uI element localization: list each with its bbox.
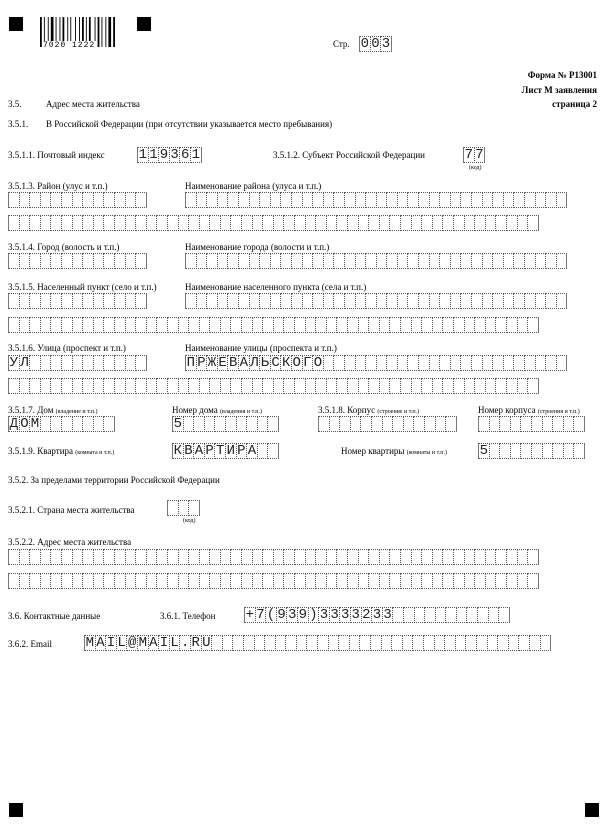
char-cell: + (245, 607, 254, 623)
char-cell: А (239, 355, 248, 371)
building-label: 3.5.1.8. Корпус (строение и т.п.) (318, 405, 420, 415)
street-type-field[interactable] (8, 355, 146, 371)
district-name-label: Наименование района (улуса и т.п.) (185, 181, 322, 191)
locality-name-label: Наименование населенного пункта (села и т.п.) (185, 282, 367, 292)
contacts-label: 3.6. Контактные данные (8, 611, 101, 621)
barcode-bar (98, 17, 100, 47)
address-abroad-label: 3.5.2.2. Адрес места жительства (8, 537, 132, 547)
char-cell: . (180, 635, 190, 651)
apartment-label: 3.5.1.9. Квартира (комната и т.п.) (8, 446, 115, 456)
district-name-field-line2[interactable] (8, 215, 538, 231)
corner-marker-top-right (137, 17, 151, 31)
char-cell: 6 (180, 147, 190, 163)
building-number-field[interactable] (478, 416, 584, 432)
barcode-bar (102, 17, 103, 47)
char-cell: L (117, 635, 126, 651)
char-cell: Г (303, 355, 312, 371)
char-cell: Е (218, 355, 227, 371)
char-cell: 3 (383, 607, 392, 623)
char-cell: 9 (298, 607, 307, 623)
phone-label: 3.6.1. Телефон (160, 611, 216, 621)
country-code-note: (код) (183, 518, 196, 524)
char-cell: Л (250, 355, 259, 371)
subject-code-note: (код) (469, 165, 482, 171)
address-abroad-field-line1[interactable] (8, 549, 538, 565)
char-cell: 3 (351, 607, 360, 623)
char-cell (556, 293, 568, 309)
char-cell: A (149, 635, 158, 651)
char-cell (573, 443, 585, 459)
city-label: 3.5.1.4. Город (волость и т.п.) (8, 242, 120, 252)
building-type-field[interactable] (318, 416, 456, 432)
barcode-number: 7020 1222 (43, 41, 96, 50)
corner-marker-top-left (9, 17, 23, 31)
char-cell: Д (9, 416, 18, 432)
street-label: 3.5.1.6. Улица (проспект и т.п.) (8, 343, 126, 353)
char-cell (540, 635, 552, 651)
char-cell: У (9, 355, 18, 371)
country-code-field[interactable] (167, 500, 199, 516)
char-cell: К (281, 355, 291, 371)
char-cell: M (138, 635, 147, 651)
locality-name-field[interactable] (185, 293, 566, 309)
corner-marker-bottom-left (9, 803, 23, 817)
section-3-5-1-num: 3.5.1. (8, 119, 29, 129)
char-cell (267, 416, 279, 432)
apartment-number-label: Номер квартиры (комнаты и т.п.) (341, 446, 447, 456)
char-cell: И (226, 443, 235, 459)
char-cell (527, 215, 539, 231)
char-cell: Р (205, 443, 214, 459)
email-field[interactable] (84, 635, 550, 651)
page-number-field (359, 36, 391, 52)
char-cell (573, 416, 585, 432)
char-cell: 5 (479, 443, 488, 459)
city-type-field[interactable] (8, 253, 146, 269)
house-number-field[interactable] (172, 416, 278, 432)
house-number-label: Номер дома (владения и т.п.) (172, 405, 262, 415)
char-cell: 3 (319, 607, 329, 623)
char-cell: Л (20, 355, 29, 371)
char-cell: А (194, 443, 204, 459)
barcode-bar (105, 17, 106, 47)
street-name-label: Наименование улицы (проспекта и т.п.) (185, 343, 337, 353)
char-cell: 3 (340, 607, 350, 623)
char-cell: О (20, 416, 29, 432)
char-cell: 3 (372, 607, 382, 623)
char-cell: Р (197, 355, 206, 371)
sheet-title: Лист М заявления (521, 85, 597, 95)
char-cell: 3 (330, 607, 339, 623)
char-cell: 3 (381, 36, 391, 52)
char-cell: M (85, 635, 94, 651)
char-cell (556, 192, 568, 208)
char-cell: С (271, 355, 280, 371)
district-name-field[interactable] (185, 192, 566, 208)
char-cell: I (106, 635, 116, 651)
char-cell: О (292, 355, 301, 371)
subject-label: 3.5.1.2. Субъект Российской Федерации (273, 150, 425, 160)
city-name-label: Наименование города (волости и т.п.) (185, 242, 330, 252)
char-cell: 9 (277, 607, 286, 623)
char-cell (103, 416, 115, 432)
char-cell: 0 (360, 36, 369, 52)
corner-marker-bottom-right (585, 803, 599, 817)
char-cell (527, 573, 539, 589)
email-label: 3.6.2. Email (8, 639, 52, 649)
section-3-5-num: 3.5. (8, 99, 22, 109)
char-cell (135, 355, 147, 371)
char-cell: 5 (173, 416, 182, 432)
locality-label: 3.5.1.5. Населенный пункт (село и т.п.) (8, 282, 157, 292)
abroad-label: 3.5.2. За пределами территории Российской Федерации (8, 475, 220, 485)
char-cell: I (159, 635, 169, 651)
subject-code-field[interactable] (463, 147, 484, 163)
street-name-field-line2[interactable] (8, 378, 538, 394)
char-cell: М (30, 416, 40, 432)
char-cell (556, 355, 568, 371)
char-cell: П (186, 355, 195, 371)
char-cell: К (173, 443, 182, 459)
section-3-5-1-title: В Российской Федерации (при отсутствии указывается место пребывания) (46, 119, 333, 129)
char-cell (135, 253, 147, 269)
char-cell: 9 (159, 147, 169, 163)
char-cell: 1 (191, 147, 200, 163)
char-cell: Т (215, 443, 225, 459)
char-cell: @ (127, 635, 137, 651)
char-cell: 3 (170, 147, 179, 163)
char-cell: 1 (149, 147, 158, 163)
district-type-field[interactable] (8, 192, 146, 208)
apartment-type-field[interactable] (172, 443, 278, 459)
char-cell: В (184, 443, 193, 459)
char-cell: В (228, 355, 238, 371)
char-cell: 1 (138, 147, 147, 163)
district-label: 3.5.1.3. Район (улус и т.п.) (8, 181, 108, 191)
building-number-label: Номер корпуса (строения и т.п.) (478, 405, 580, 415)
char-cell (135, 293, 147, 309)
postal-code-field[interactable] (137, 147, 201, 163)
char-cell: 2 (362, 607, 371, 623)
char-cell: U (202, 635, 211, 651)
apartment-number-field[interactable] (478, 443, 584, 459)
page-label: Стр. (333, 39, 350, 49)
char-cell: L (170, 635, 179, 651)
char-cell: ( (266, 607, 276, 623)
char-cell: Ж (207, 355, 217, 371)
street-name-field[interactable] (185, 355, 566, 371)
char-cell: 7 (475, 147, 484, 163)
char-cell: 0 (371, 36, 380, 52)
char-cell (527, 378, 539, 394)
char-cell: Ь (260, 355, 270, 371)
char-cell (267, 443, 279, 459)
char-cell: ) (309, 607, 318, 623)
char-cell (135, 192, 147, 208)
address-abroad-field-line2[interactable] (8, 573, 538, 589)
house-type-field[interactable] (8, 416, 114, 432)
char-cell (556, 253, 568, 269)
char-cell: 3 (287, 607, 297, 623)
postal-code-label: 3.5.1.1. Почтовый индекс (8, 150, 105, 160)
country-label: 3.5.2.1. Страна места жительства (8, 505, 135, 515)
phone-field[interactable] (244, 607, 509, 623)
char-cell: 7 (464, 147, 473, 163)
locality-type-field[interactable] (8, 293, 146, 309)
char-cell (527, 549, 539, 565)
char-cell (527, 317, 539, 333)
char-cell (188, 500, 200, 516)
page-title: страница 2 (552, 99, 597, 109)
char-cell (445, 416, 457, 432)
char-cell: R (191, 635, 200, 651)
char-cell: А (247, 443, 257, 459)
section-3-5-title: Адрес места жительства (46, 99, 140, 109)
barcode-bar (113, 17, 115, 47)
house-label: 3.5.1.7. Дом (владение и т.п.) (8, 405, 98, 415)
char-cell: О (313, 355, 323, 371)
char-cell (498, 607, 510, 623)
form-title: Форма № Р13001 (527, 70, 597, 80)
city-name-field[interactable] (185, 253, 566, 269)
locality-name-field-line2[interactable] (8, 317, 538, 333)
char-cell: A (96, 635, 105, 651)
char-cell: 7 (256, 607, 265, 623)
barcode-bar (108, 17, 111, 47)
char-cell: Р (237, 443, 246, 459)
